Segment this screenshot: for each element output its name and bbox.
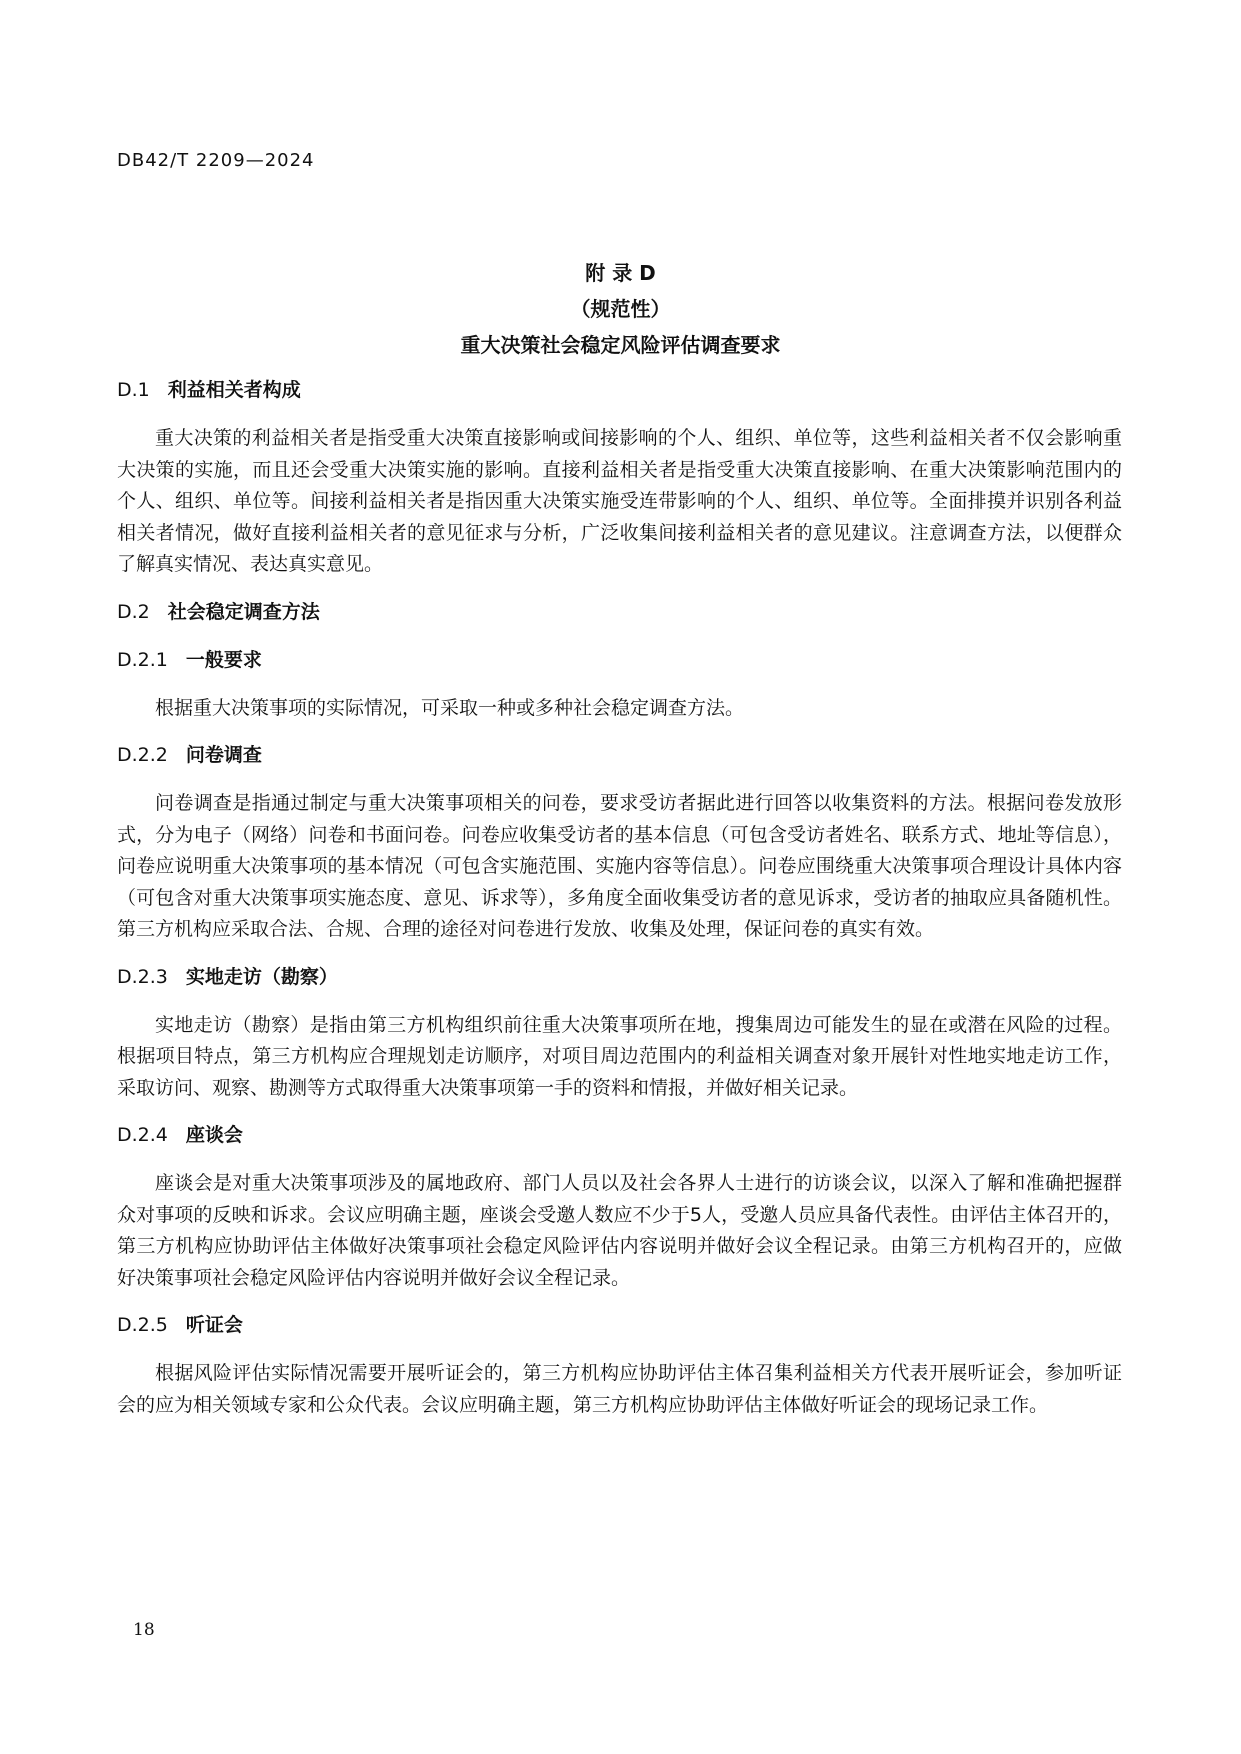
section-text-d2-5: 根据风险评估实际情况需要开展听证会的，第三方机构应协助评估主体召集利益相关方代表开展听证会，参加听证会的应为相关领域专家和公众代表。会议应明确主题，第三方机构应协助评估主体做好听证会的现场记录工作。 (117, 1362, 1122, 1416)
section-heading-d2-3: D.2.3 实地走访（勘察） (117, 965, 338, 988)
appendix-nature: （规范性） (570, 297, 671, 321)
page-number: 18 (133, 1620, 155, 1640)
section-heading-d2-4: D.2.4 座谈会 (117, 1124, 243, 1146)
section-text-d2-3: 实地走访（勘察）是指由第三方机构组织前往重大决策事项所在地，搜集周边可能发生的显在或潜在风险的过程。根据项目特点，第三方机构应合理规划走访顺序，对项目周边范围内的利益相关调查对象开展针对性地实地走访工作，采取访问、观察、勘测等方式取得重大决策事项第一手的资料和情报，并做好相关记录。 (117, 1013, 1122, 1099)
section-text-d2-4: 座谈会是对重大决策事项涉及的属地政府、部门人员以及社会各界人士进行的访谈会议，以深入了解和准确把握群众对事项的反映和诉求。会议应明确主题，座谈会受邀人数应不少于5人，受邀人员应具备代表性。由评估主体召开的，第三方机构应协助评估主体做好决策事项社会稳定风险评估内容说明并做好会议全程记录。由第三方机构召开的，应做好决策事项社会稳定风险评估内容说明并做好会议全程记录。 (117, 1172, 1122, 1289)
appendix-main-title: 重大决策社会稳定风险评估调查要求 (460, 333, 781, 357)
section-heading-d2: D.2 社会稳定调查方法 (117, 600, 320, 623)
appendix-label: 附 录 D (585, 261, 656, 285)
section-heading-d2-5: D.2.5 听证会 (117, 1314, 243, 1336)
appendix-content (117, 375, 1122, 1437)
section-heading-d2-1: D.2.1 一般要求 (117, 648, 262, 671)
section-heading-d2-2: D.2.2 问卷调查 (117, 744, 262, 766)
document-code: DB42/T 2209—2024 (117, 150, 315, 171)
section-heading-d1: D.1 利益相关者构成 (117, 379, 301, 401)
section-text-d2-2: 问卷调查是指通过制定与重大决策事项相关的问卷，要求受访者据此进行回答以收集资料的方法。根据问卷发放形式，分为电子（网络）问卷和书面问卷。问卷应收集受访者的基本信息（可包含受访者姓名、联系方式、地址等信息），问卷应说明重大决策事项的基本情况（可包含实施范围、实施内容等信息）。问卷应围绕重大决策事项合理设计具体内容（可包含对重大决策事项实施态度、意见、诉求等），多角度全面收集受访者的意见诉求，受访者的抽取应具备随机性。第三方机构应采取合法、合规、合理的途径对问卷进行发放、收集及处理，保证问卷的真实有效。 (117, 792, 1122, 940)
section-text-d1: 重大决策的利益相关者是指受重大决策直接影响或间接影响的个人、组织、单位等，这些利益相关者不仅会影响重大决策的实施，而且还会受重大决策实施的影响。直接利益相关者是指受重大决策直接影响、在重大决策影响范围内的个人、组织、单位等。间接利益相关者是指因重大决策实施受连带影响的个人、组织、单位等。全面排摸并识别各利益相关者情况，做好直接利益相关者的意见征求与分析，广泛收集间接利益相关者的意见建议。注意调查方法，以便群众了解真实情况、表达真实意见。 (117, 427, 1122, 575)
section-text-d2-1: 根据重大决策事项的实际情况，可采取一种或多种社会稳定调查方法。 (155, 696, 745, 719)
appendix-title-block (0, 255, 1241, 363)
